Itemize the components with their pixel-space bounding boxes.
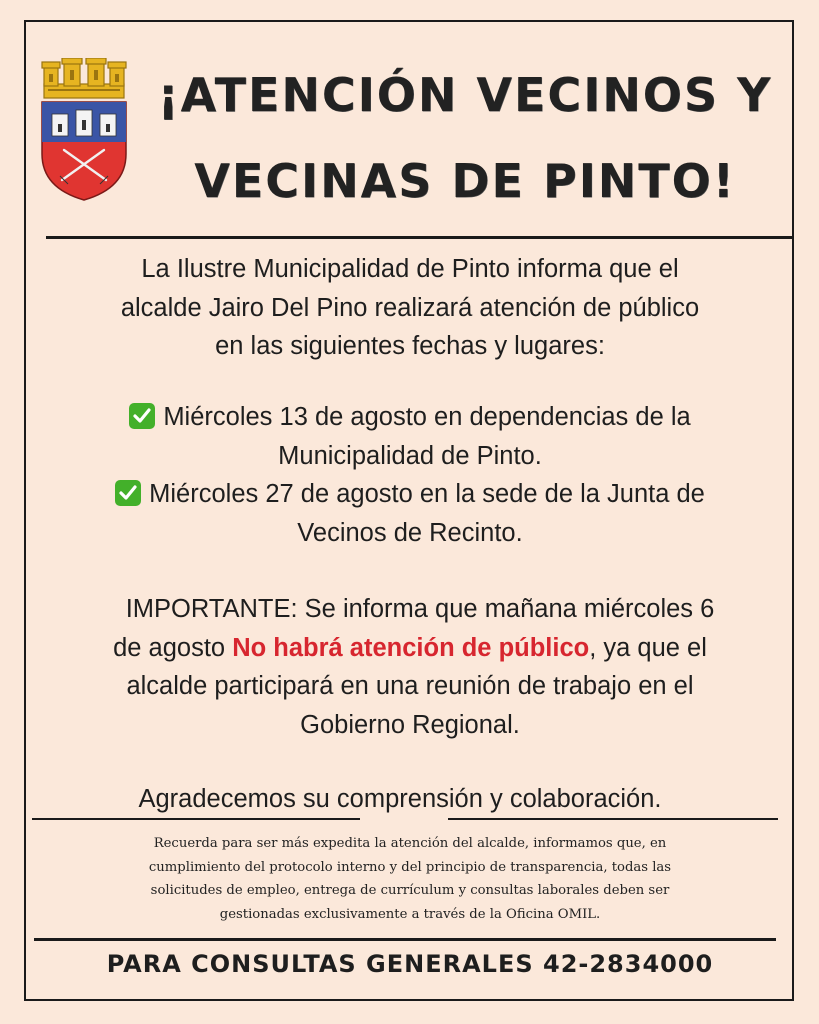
date-text: Vecinos de Recinto. (297, 518, 523, 547)
date-text: Miércoles 27 de agosto en la sede de la Junta de (149, 480, 705, 508)
title-line: ¡ATENCIÓN VECINOS Y (157, 68, 773, 122)
important-line: Gobierno Regional. (300, 710, 520, 739)
header-divider (46, 236, 792, 239)
divider-right (448, 818, 778, 820)
thanks-text: Agradecemos su comprensión y colaboración. (138, 785, 662, 813)
important-line: alcalde participará en una reunión de trabajo en el (126, 672, 694, 700)
note-line: cumplimiento del protocolo interno y del principio de transparencia, todas las (148, 859, 672, 875)
poster-title (140, 52, 790, 224)
note-line: gestionadas exclusivamente a través de la Oficina OMIL. (219, 906, 601, 922)
list-item (30, 475, 790, 514)
dates-list (30, 398, 790, 552)
intro-line: en las siguientes fechas y lugares: (215, 332, 605, 360)
important-text: de agosto (113, 633, 233, 662)
important-line (30, 629, 790, 668)
list-item (30, 398, 790, 437)
important-notice (30, 590, 790, 744)
intro-line: La Ilustre Municipalidad de Pinto informa que el (141, 255, 679, 283)
thanks-message (20, 780, 780, 819)
footer-divider (34, 938, 776, 941)
omil-note (40, 832, 780, 926)
no-service-highlight: No habrá atención de público (232, 633, 590, 662)
intro-line: alcalde Jairo Del Pino realizará atención de público (120, 293, 700, 322)
municipal-coat-of-arms-icon (38, 58, 130, 202)
note-line: Recuerda para ser más expedita la atención del alcalde, informamos que, en (153, 836, 667, 851)
consultation-phone: PARA CONSULTAS GENERALES 42-2834000 (106, 950, 714, 978)
intro-paragraph (30, 250, 790, 366)
green-check-mark-icon (115, 480, 141, 506)
title-line: VECINAS DE PINTO! (194, 154, 736, 208)
important-text: , ya que el (589, 633, 707, 662)
date-text: Municipalidad de Pinto. (278, 441, 542, 470)
date-text: Miércoles 13 de agosto en dependencias de la (163, 403, 691, 431)
important-line: IMPORTANTE: Se informa que mañana miércoles 6 (125, 595, 715, 623)
green-check-mark-icon (129, 403, 155, 429)
note-line: solicitudes de empleo, entrega de currículum y consultas laborales deben ser (150, 883, 670, 898)
divider-left (32, 818, 360, 820)
